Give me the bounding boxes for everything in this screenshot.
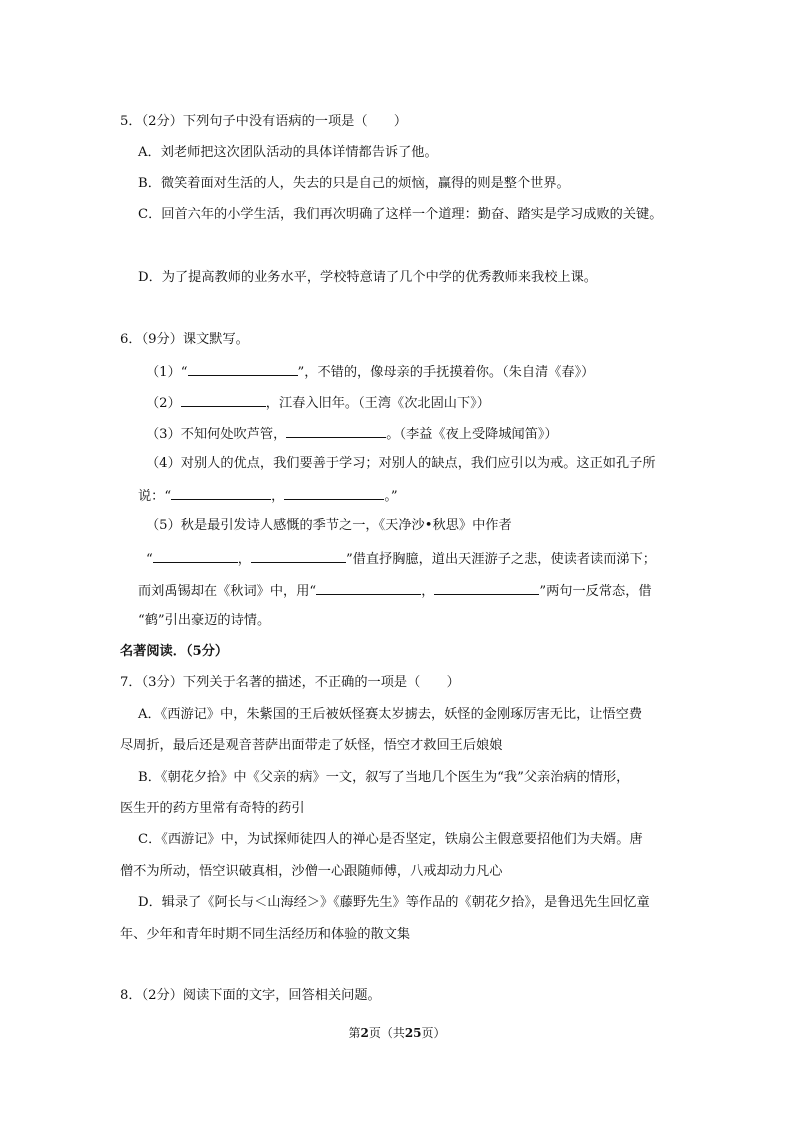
answer-blank[interactable] (316, 580, 421, 595)
q6-item-5-sep-2: ， (421, 584, 435, 599)
answer-blank[interactable] (171, 485, 271, 500)
page-number: 2 (360, 1026, 369, 1040)
answer-blank[interactable] (434, 580, 539, 595)
q6-item-3 (146, 423, 558, 445)
q6-stem: 6．（9分）课文默写。 (120, 332, 249, 347)
footer-suffix: 页） (421, 1026, 446, 1040)
q7-option-b-line-1: B．《朝花夕拾》中《父亲的病》一文，叙写了当地几个医生为“我”父亲治病的情形， (138, 770, 630, 785)
q6-item-4-suffix: 。” (384, 489, 398, 504)
q6-item-5-sep: ， (237, 552, 251, 567)
q6-item-1-prefix: （1）“ (146, 365, 188, 380)
q7-option-a-line-2: 尽周折，最后还是观音菩萨出面带走了妖怪，悟空才救回王后娘娘 (120, 738, 503, 753)
q6-item-5-tail: ”借直抒胸臆，道出天涯游子之悲，使读者读而涕下； (345, 552, 656, 567)
q6-item-5-prefix: 而刘禹锡却在《秋词》中，用“ (138, 584, 317, 599)
q7-option-c-line-2: 僧不为所动，悟空识破真相，沙僧一心跟随师傅，八戒却动力凡心 (120, 864, 503, 879)
q6-item-5-line-2 (146, 548, 656, 570)
q6-item-5-open-quote: “ (146, 552, 153, 567)
q6-item-5-line-3 (138, 580, 652, 602)
q7-option-d-line-1: D．辑录了《阿长与＜山海经＞》《藤野先生》等作品的《朝花夕拾》，是鲁迅先生回忆童 (138, 895, 650, 910)
answer-blank[interactable] (251, 548, 346, 563)
footer-prefix: 第 (348, 1026, 361, 1040)
q6-item-4-sep: ， (271, 489, 285, 504)
q7-option-b-line-2: 医生开的药方里常有奇特的药引 (120, 801, 305, 816)
q5-option-c: C．回首六年的小学生活，我们再次明确了这样一个道理：勤奋、踏实是学习成败的关键。 (138, 207, 663, 222)
q6-item-5-line-1: （5）秋是最引发诗人感慨的季节之一，《天净沙•秋思》中作者 (146, 518, 512, 533)
q7-option-a-line-1: A．《西游记》中，朱紫国的王后被妖怪赛太岁掳去，妖怪的金刚琢厉害无比，让悟空费 (138, 707, 643, 722)
q7-option-c-line-1: C．《西游记》中，为试探师徒四人的禅心是否坚定，铁扇公主假意要招他们为夫婿。唐 (138, 832, 643, 847)
page-footer (0, 1024, 794, 1042)
q7-option-d-line-2: 年、少年和青年时期不同生活经历和体验的散文集 (120, 927, 411, 942)
q7-stem: 7．（3分）下列关于名著的描述，不正确的一项是（ ） (120, 675, 460, 690)
footer-middle: 页（共 (368, 1026, 405, 1040)
answer-blank[interactable] (284, 485, 384, 500)
q6-item-2-suffix: ，江春入旧年。（王湾《次北固山下》） (265, 396, 490, 411)
q6-item-5-suffix: ”两句一反常态，借 (539, 584, 652, 599)
q6-item-2-prefix: （2） (146, 396, 181, 411)
answer-blank[interactable] (188, 361, 298, 376)
q6-item-3-prefix: （3）不知何处吹芦管， (146, 427, 287, 442)
answer-blank[interactable] (153, 548, 238, 563)
q6-item-4-line-2 (138, 485, 398, 507)
q6-item-4-prefix: 说：“ (138, 489, 172, 504)
page-total: 25 (404, 1026, 422, 1040)
q5-option-a: A．刘老师把这次团队活动的具体详情都告诉了他。 (138, 145, 438, 160)
q6-item-5-line-4: “鹤”引出豪迈的诗情。 (138, 613, 271, 628)
section-heading: 名著阅读．（5分） (120, 644, 229, 659)
q5-option-d: D．为了提高教师的业务水平，学校特意请了几个中学的优秀教师来我校上课。 (138, 270, 597, 285)
q5-stem: 5．（2分）下列句子中没有语病的一项是（ ） (120, 114, 408, 129)
q5-option-b: B．微笑着面对生活的人，失去的只是自己的烦恼，赢得的则是整个世界。 (138, 176, 570, 191)
q6-item-1 (146, 361, 594, 383)
answer-blank[interactable] (181, 392, 266, 407)
q6-item-3-suffix: 。（李益《夜上受降城闻笛》） (386, 427, 558, 442)
answer-blank[interactable] (286, 423, 386, 438)
q6-item-1-suffix: ”，不错的，像母亲的手抚摸着你。（朱自清《春》） (297, 365, 595, 380)
q6-item-2 (146, 392, 490, 414)
q6-item-4-line-1: （4）对别人的优点，我们要善于学习；对别人的缺点，我们应引以为戒。这正如孔子所 (146, 456, 656, 471)
q8-stem: 8．（2分）阅读下面的文字，回答相关问题。 (120, 988, 381, 1003)
